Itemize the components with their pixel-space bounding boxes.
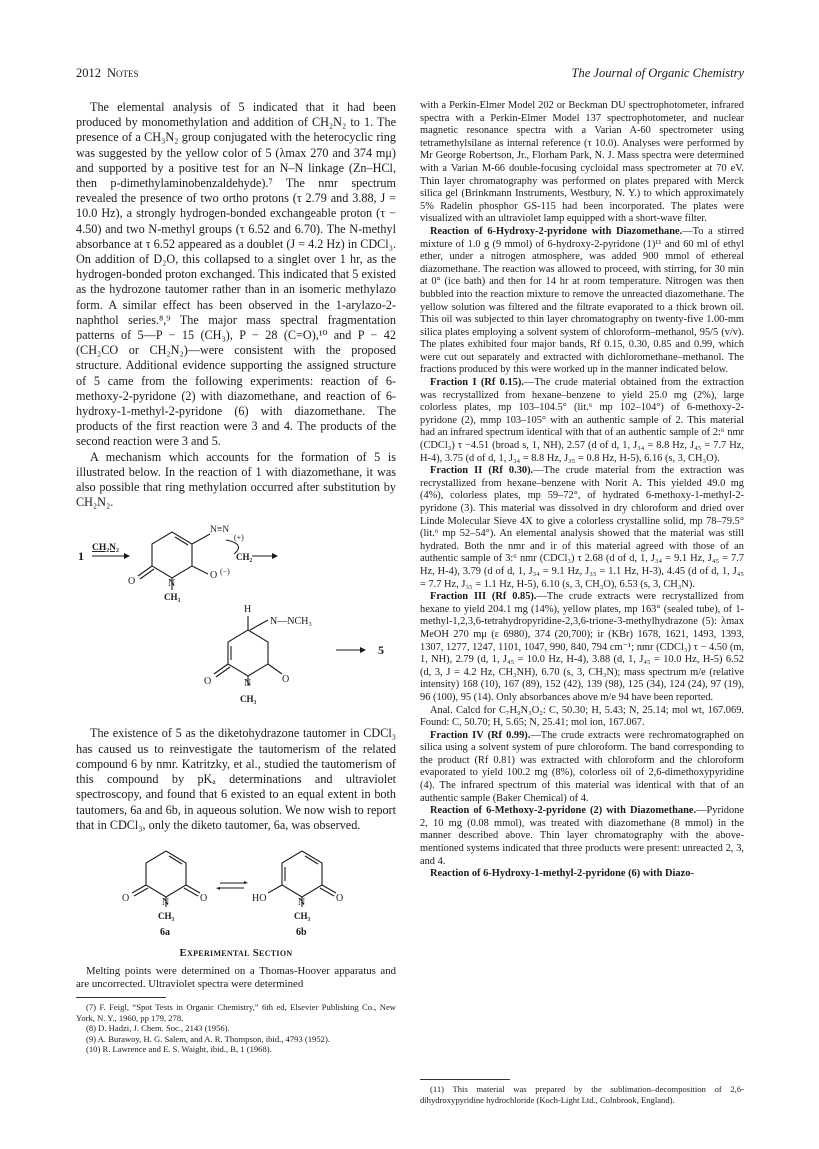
ring2-methyl: CH₃ bbox=[240, 694, 257, 705]
ring1-oxygen: O bbox=[128, 576, 136, 588]
fraction-4-text: —The crude extracts were rechromatographed on silica using a solvent system of pure chloroform. The band corresponding to the product (Rf 0.81) was extracted with chloroform and the chloroform evaporated to yield 100.2 mg (8%), colorless oil of 2,6-dimethoxypyridine (4). The infrared spectrum of this material was identical with that of an authentic sample (Baker Chemical) of 4. bbox=[420, 729, 744, 804]
right-paragraph-9 bbox=[420, 868, 744, 881]
ring2-hydrogen: H bbox=[244, 604, 252, 616]
left-paragraph-3: The existence of 5 as the diketohydrazone tautomer in CDCl₃ has caused us to reinvestigate the tautomerism of the related compound 6 by nmr. Katritzky, et al., studied the tautomerism of this compound by pKₐ determinations and ultraviolet spectroscopy, and found that 6 existed to an equal extent in both tautomers, 6a and 6b, in aqueous solution. We now wish to report that in CDCl₃, only the diketo tautomer, 6a, was observed. bbox=[76, 726, 396, 832]
footnote-11: (11) This material was prepared by the sublimation–decomposition of 2,6-dihydroxypyridine hydrochloride (Koch-Light Ltd., Colnbrook, England). bbox=[420, 1084, 744, 1105]
reagent-arrowhead bbox=[124, 553, 130, 559]
section-name: Notes bbox=[107, 66, 139, 80]
6a-oxygen-right: O bbox=[200, 892, 208, 904]
fraction-3-text: —The crude extracts were recrystallized from hexane to yield 204.1 mg (14%), yellow plates, mp 163° (sealed tube), of 1-methyl-1,2,3,6-tetrahydropyridine-2,3,6-trione-3-methylhydrazone (5): λmax MeOH 270 mμ (ε 6980), 374 (20,700); ir (KBr) 1678, 1621, 1493, 1393, 1307, 1277, 1247, 1101, 1047, 990, 840, 794 cm⁻¹; nmr (CDCl₃) τ − 4.50 (m, 1, NH), 2.79 (d, 1, J₄₅ = 10.0 Hz, H-4), 3.88 (d, 1, J₄₅ = 10.0 Hz, H-5) 6.52 (d, 3, J = 4.2 Hz, CH₃NH), 6.70 (s, 3, CH₃N); mass spectrum m/e (relative intensity) 168 (10), 167 (89), 152 (42), 139 (98), 125 (34), 124 (24), 97 (19), 96 (100), 95 (14). Only absorbances above m/e 94 have been reported. bbox=[420, 591, 744, 703]
right-column bbox=[420, 100, 744, 881]
ring2-oxygen-left: O bbox=[204, 676, 212, 688]
step-arrowhead-1 bbox=[272, 553, 278, 559]
right-footnote-block bbox=[420, 1073, 744, 1105]
ring2-azo: N—NCH₃ bbox=[270, 616, 312, 628]
reaction-3-heading: Reaction of 6-Hydroxy-1-methyl-2-pyridone (6) with Diazo- bbox=[430, 868, 694, 880]
6b-label: 6b bbox=[296, 926, 307, 938]
ring1-minus-charge: (−) bbox=[220, 567, 230, 577]
fraction-1-heading: Fraction I (Rf 0.15). bbox=[430, 377, 524, 389]
right-paragraph-2 bbox=[420, 226, 744, 377]
mechanism-svg bbox=[76, 520, 396, 720]
6b-nitrogen: N bbox=[298, 896, 306, 908]
footnote-7: (7) F. Feigl, “Spot Tests in Organic Chemistry,” 6th ed, Elsevier Publishing Co., New York, N. Y., 1960, pp 179, 278. bbox=[76, 1001, 396, 1023]
ring1-nitrogen: N bbox=[168, 578, 176, 590]
reaction-2-heading: Reaction of 6-Methoxy-2-pyridone (2) with Diazomethane. bbox=[430, 805, 697, 817]
6a-nitrogen: N bbox=[162, 896, 170, 908]
tautomer-scheme bbox=[76, 843, 396, 939]
ring2-oxygen-right: O bbox=[282, 674, 290, 686]
footnote-rule-right bbox=[420, 1079, 510, 1080]
eq-arrowhead-forward bbox=[244, 881, 248, 884]
experimental-section-title: Experimental Section bbox=[179, 946, 293, 959]
right-paragraph-5 bbox=[420, 591, 744, 704]
6b-hydroxyl: HO bbox=[252, 892, 267, 904]
ring1-methyl: CH₃ bbox=[164, 592, 181, 603]
6a-methyl: CH₃ bbox=[158, 910, 175, 921]
fraction-2-text: —The crude material from the extraction was recrystallized from hexane–benzene with Norit A. This yielded 49.0 mg (4%), colorless plates, mp 59–72°, of hydrated 6-methoxy-1-methyl-2-pyridone (3). This material was dissolved in dry chloroform and dried over Linde Molecular Sieve 4X to give a colorless crystalline solid, mp 78–79.5° (lit.⁶ mp 52–54°). An elemental analysis showed that the material was still hydrated. Both the nmr and ir of this material agreed with those of an authentic sample of 3:⁶ nmr (CDCl₃) τ 2.68 (d of d, 1, J₃₄ = 9.1 Hz, J₄₅ = 7.7 Hz, H-4), 3.79 (d of d, 1, J₃₄ = 9.1 Hz, J₃₅ = 1.1 Hz, H-3), 4.45 (d of d, 1, J₄₅ = 7.7 Hz, J₃₅ = 1.1 Hz, H-5), 6.10 (s, 3, CH₃O), 6.53 (s, 3, CH₃N). bbox=[420, 465, 744, 590]
eq-arrowhead-back bbox=[216, 887, 220, 890]
footnote-8: (8) D. Hadzi, J. Chem. Soc., 2143 (1956). bbox=[86, 1023, 230, 1034]
6b-oxygen: O bbox=[336, 892, 344, 904]
left-paragraph-1: The elemental analysis of 5 indicated that it had been produced by monomethylation and addition of CH₂N₂ to 1. The presence of a CH₃N₂ group conjugated with the heterocyclic ring was suggested by the yellow color of 5 (λmax 270 and 374 mμ) and supported by a positive test for an N–N linkage (Zn–HCl, then p-dimethylaminobenzaldehyde).⁷ The nmr spectrum revealed the presence of two ortho protons (τ 2.79 and 3.88, J = 10.0 Hz), a strongly hydrogen-bonded exchangeable proton (τ − 4.50) and two N-methyl groups (τ 6.52 and 6.70). The N-methyl absorbance at τ 6.52 appeared as a doublet (J = 4.2 Hz) in CDCl₃. On addition of D₂O, this collapsed to a singlet over 1 hr, as the hydrogen-bonded proton exchanged. This indicated that 5 existed as the hydrozone tautomer rather than in an isomeric methylazo form. A similar effect has been observed in the 1-arylazo-2-naphthol series.⁸,⁹ The major mass spectral fragmentation patterns of 5—P − 15 (CH₃), P − 28 (C=O),¹⁰ and P − 42 (CH₂CO or CH₂N₂)—were consistent with the proposed structure. Additional evidence supporting the assigned structure of 5 came from the following experiments: reaction of 6-methoxy-2-pyridone (2) with diazomethane, and reaction of 6-hydroxy-1-methyl-2-pyridone (6) with diazomethane. The products of the first reaction were 3 and 4. The products of the second reaction were 3 and 5. bbox=[76, 100, 396, 449]
ring2-nitrogen: N bbox=[244, 678, 252, 690]
ring1-plus-charge: (+) bbox=[234, 533, 244, 543]
footnote-rule-left bbox=[76, 997, 166, 998]
6b-methyl: CH₃ bbox=[294, 910, 311, 921]
left-paragraph-2: A mechanism which accounts for the formation of 5 is illustrated below. In the reaction of 1 with diazomethane, it was also possible that ring methylation occurred after substitution by CH₂N₂. bbox=[76, 449, 396, 510]
ring1-methylene: CH₂ bbox=[236, 552, 253, 563]
6a-oxygen-left: O bbox=[122, 892, 130, 904]
fraction-2-heading: Fraction II (Rf 0.30). bbox=[430, 465, 534, 477]
right-paragraph-7 bbox=[420, 730, 744, 806]
experimental-intro: Melting points were determined on a Thomas-Hoover apparatus and are uncorrected. Ultraviolet spectra were determined bbox=[76, 964, 396, 990]
scheme-reagent: CH₂N₂ bbox=[92, 543, 119, 554]
page-number-header bbox=[76, 66, 139, 81]
curved-arrow bbox=[226, 540, 239, 554]
page-number: 2012 bbox=[76, 66, 101, 80]
footnote-9: (9) A. Burawoy, H. G. Salem, and A. R. Thompson, ibid., 4793 (1952). bbox=[86, 1033, 330, 1044]
reaction-1-text: —To a stirred mixture of 1.0 g (9 mmol) of 6-hydroxy-2-pyridone (1)¹¹ and 60 ml of ethyl ether, under a nitrogen atmosphere, was added 900 mmol of ethereal diazomethane. The reaction was allowed to proceed, with stirring, for 30 min at 0° (ice bath) and then for 14 hr at room temperature. Nitrogen was then bubbled into the reaction mixture to remove the unreacted diazomethane. The yellow solution was filtered and the filtrate evaporated to a thick brown oil. This oil was subjected to thin layer chromatography on twenty-five 1.00-mm silica plates employing a solvent system of chloroform–methanol, 95/5 (v/v). The plates exhibited four major bands, Rf 0.15, 0.30, 0.85 and 0.99, which were cut out separately and extracted with dichloromethane–methanol. The fractions produced by this were worked up in the manner indicated below. bbox=[420, 225, 744, 376]
journal-name: The Journal of Organic Chemistry bbox=[571, 66, 744, 80]
reaction-2-text: —Pyridone 2, 10 mg (0.08 mmol), was treated with diazomethane (8 mmol) in the manner described above. Thin layer chromatography with the above-mentioned systems indicated that three products were present: unreacted 2, 3, and 4. bbox=[420, 805, 744, 867]
right-paragraph-1: with a Perkin-Elmer Model 202 or Beckman DU spectrophotometer, infrared spectra with a Perkin-Elmer Model 137 spectrophotometer, and nuclear magnetic resonance spectra with a Varian A-60 spectrometer using tetramethylsilane as internal reference (τ 10.0). Analyses were performed by Mr George Robertson, Jr., Florham Park, N. J. Mass spectra were determined with a Varian M-66 double-focusing cycloidal mass spectrometer at 70 eV. Thin layer chromatography was performed on plates prepared with Merck silica gel (Brinkmann Instruments, Westbury, N. Y.) to which approximately 5% Radelin phosphor GS-115 had been incorporated. The plates were visualized with an ultraviolet lamp equipped with a short-wave filter. bbox=[420, 100, 744, 225]
analysis-paragraph: Anal. Calcd for C₇H₉N₃O₂: C, 50.30; H, 5.43; N, 25.14; mol wt, 167.069. Found: C, 50.70; H, 5.65; N, 25.41; mol ion, 167.067. bbox=[420, 704, 744, 729]
footnote-10: (10) R. Lawrence and E. S. Waight, ibid., B, 1 (1968). bbox=[86, 1044, 272, 1055]
mechanism-scheme bbox=[76, 520, 396, 720]
step-arrowhead-2 bbox=[360, 647, 366, 653]
ring1-oxide: O bbox=[210, 570, 218, 582]
right-paragraph-4 bbox=[420, 465, 744, 591]
6a-label: 6a bbox=[160, 926, 170, 938]
scheme-label-5: 5 bbox=[378, 643, 384, 658]
page-header bbox=[76, 66, 744, 86]
right-paragraph-3 bbox=[420, 377, 744, 465]
ring1-diazonium: N≡N bbox=[210, 525, 230, 536]
tautomer-svg bbox=[76, 843, 396, 939]
fraction-1-text: —The crude material obtained from the extraction was recrystallized from hexane–benzene to yield 25.0 mg (2%), large colorless plates, mp 103–104.5° (lit.⁶ mp 102–104°) of 6-methoxy-2-pyridone (2), mmp 103–105° with an authentic sample of 2. This material had an infrared spectrum identical with that of an authentic sample of 2:⁶ nmr (CDCl₃) τ −4.51 (broad s, 1, NH), 2.57 (d of d, 1, J₃₄ = 8.8 Hz, J₄₅ = 7.7 Hz, H-4), 3.75 (d of d, 1, J₃₄ = 8.8 Hz, J₃₅ = 0.8 Hz, H-5), 6.16 (s, 3, CH₃O). bbox=[420, 377, 744, 464]
reaction-1-heading: Reaction of 6-Hydroxy-2-pyridone with Diazomethane. bbox=[430, 225, 683, 237]
right-paragraph-8 bbox=[420, 805, 744, 868]
scheme-label-1: 1 bbox=[78, 549, 84, 564]
fraction-4-heading: Fraction IV (Rf 0.99). bbox=[430, 729, 531, 741]
left-column bbox=[76, 100, 396, 1055]
fraction-3-heading: Fraction III (Rf 0.85). bbox=[430, 591, 537, 603]
